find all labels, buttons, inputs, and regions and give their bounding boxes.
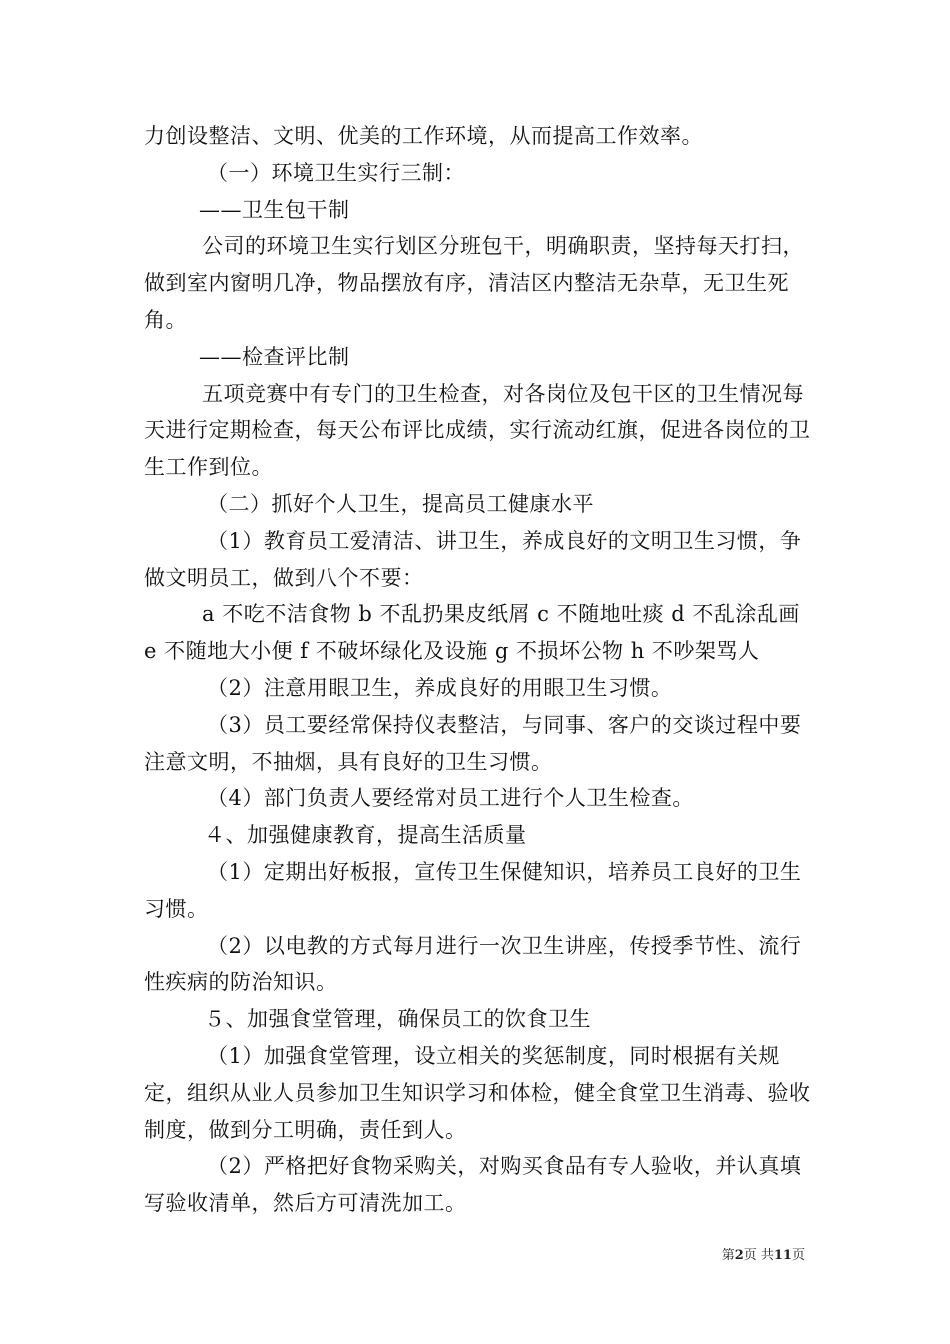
paragraph: 力创设整洁、文明、优美的工作环境，从而提高工作效率。 (144, 124, 703, 148)
paragraph: 公司的环境卫生实行划区分班包干，明确职责，坚持每天打扫，做到室内窗明几净，物品摆放有序，清洁区内整洁无杂草，无卫生死角。 (144, 234, 804, 332)
footer-prefix: 第 (721, 1248, 735, 1263)
subheading: ——卫生包干制 (199, 197, 350, 222)
list-item: （2）以电教的方式每月进行一次卫生讲座，传授季节性、流行性疾病的防治知识。 (144, 933, 802, 995)
page-footer (0, 1244, 950, 1263)
section-heading: ４、加强健康教育，提高生活质量 (204, 823, 527, 848)
section-heading: ５、加强食堂管理，确保员工的饮食卫生 (204, 1007, 591, 1032)
total-page-number: 11 (773, 1248, 792, 1263)
list-item: （1）教育员工爱清洁、讲卫生，养成良好的文明卫生习惯，争做文明员工，做到八个不要： (144, 528, 802, 590)
list-item: （4）部门负责人要经常对员工进行个人卫生检查。 (207, 786, 694, 811)
body-text (144, 118, 814, 1222)
current-page-number: 2 (734, 1248, 744, 1263)
footer-middle: 页 共 (743, 1248, 774, 1263)
list-item: （3）员工要经常保持仪表整洁，与同事、客户的交谈过程中要注意文明，不抽烟，具有良好的卫生习惯。 (144, 712, 802, 774)
list-item: （1）加强食堂管理，设立相关的奖惩制度，同时根据有关规定，组织从业人员参加卫生知识学习和体检，健全食堂卫生消毒、验收制度，做到分工明确，责任到人。 (144, 1043, 811, 1142)
list-item: （2）严格把好食物采购关，对购买食品有专人验收，并认真填写验收清单，然后方可清洗加工。 (144, 1154, 802, 1216)
section-heading: （二）抓好个人卫生，提高员工健康水平 (207, 491, 594, 516)
section-heading: （一）环境卫生实行三制： (207, 160, 465, 185)
footer-suffix: 页 (791, 1248, 805, 1263)
paragraph: 五项竞赛中有专门的卫生检查，对各岗位及包干区的卫生情况每天进行定期检查，每天公布评比成绩，实行流动红旗，促进各岗位的卫生工作到位。 (144, 381, 811, 480)
list-item: （2）注意用眼卫生，养成良好的用眼卫生习惯。 (207, 675, 673, 700)
subheading: ——检查评比制 (199, 344, 350, 369)
list-item: （1）定期出好板报，宣传卫生保健知识，培养员工良好的卫生习惯。 (144, 859, 802, 921)
paragraph: a 不吃不洁食物 b 不乱扔果皮纸屑 c 不随地吐痰 d 不乱涂乱画 e 不随地大小便 f 不破坏绿化及设施 g 不损坏公物 h 不吵架骂人 (144, 602, 800, 664)
